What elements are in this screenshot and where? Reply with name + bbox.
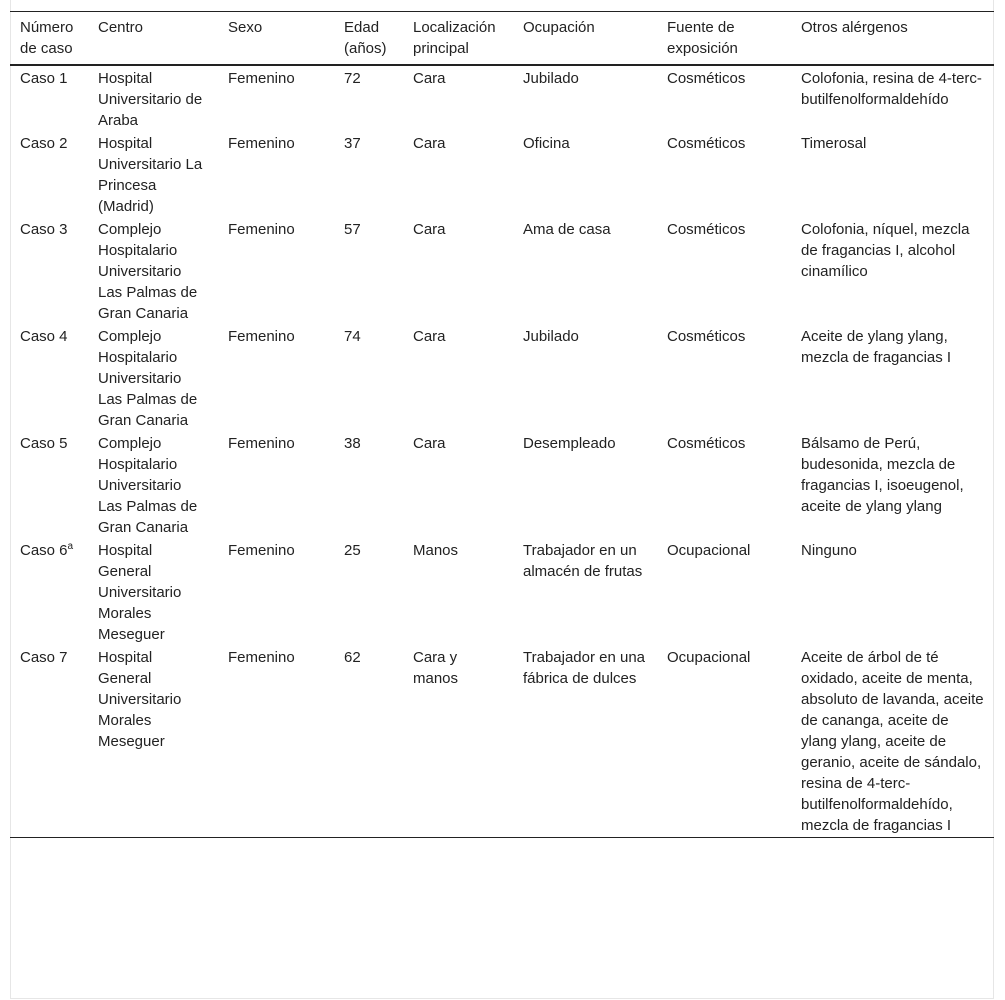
cell-caso <box>10 432 88 539</box>
cell-alergenos: Ninguno <box>801 542 857 559</box>
caso-label: Caso 4 <box>20 328 68 345</box>
cell-alergenos: Timerosal <box>801 135 867 152</box>
cell-sexo: Femenino <box>228 70 295 87</box>
cell-sexo: Femenino <box>228 221 295 238</box>
cell-ocupacion: Ama de casa <box>523 221 611 238</box>
table-row <box>10 65 994 132</box>
header-sexo: Sexo <box>228 19 263 36</box>
cell-localizacion: Cara <box>413 435 446 452</box>
cell-fuente: Cosméticos <box>667 435 746 452</box>
table-row <box>10 646 994 838</box>
caso-label: Caso 1 <box>20 70 68 87</box>
cell-edad: 38 <box>344 435 361 452</box>
cell-edad: 25 <box>344 542 361 559</box>
cell-alergenos: Colofonia, níquel, mezcla de fragancias I, alcohol cinamílico <box>801 221 970 280</box>
cell-centro: Hospital Universitario de Araba <box>98 70 203 129</box>
cell-sexo: Femenino <box>228 135 295 152</box>
table-row <box>10 325 994 432</box>
cell-alergenos: Colofonia, resina de 4-terc-butilfenolformaldehído <box>801 70 982 108</box>
cell-ocupacion: Jubilado <box>523 70 579 87</box>
caso-label: Caso 6 <box>20 542 68 559</box>
cell-caso <box>10 539 88 646</box>
header-ocupacion: Ocupación <box>523 19 595 36</box>
cell-fuente: Cosméticos <box>667 135 746 152</box>
header-centro: Centro <box>98 19 144 36</box>
cell-caso <box>10 132 88 218</box>
header-localizacion: Localización principal <box>413 19 496 57</box>
cell-sexo: Femenino <box>228 328 295 345</box>
table-body <box>10 65 994 838</box>
cell-ocupacion: Trabajador en una fábrica de dulces <box>523 649 646 687</box>
cell-alergenos: Bálsamo de Perú, budesonida, mezcla de fragancias I, isoeugenol, aceite de ylang ylang <box>801 435 964 515</box>
cell-localizacion: Cara y manos <box>413 649 459 687</box>
cell-edad: 37 <box>344 135 361 152</box>
cell-localizacion: Manos <box>413 542 459 559</box>
cell-caso <box>10 325 88 432</box>
header-edad: Edad (años) <box>344 19 387 57</box>
cell-fuente: Ocupacional <box>667 542 751 559</box>
table-row <box>10 432 994 539</box>
cell-localizacion: Cara <box>413 70 446 87</box>
header-row <box>10 12 994 66</box>
header-fuente: Fuente de exposición <box>667 19 738 57</box>
table-header <box>10 12 994 66</box>
cell-caso <box>10 218 88 325</box>
cell-fuente: Cosméticos <box>667 328 746 345</box>
cell-fuente: Cosméticos <box>667 221 746 238</box>
cell-localizacion: Cara <box>413 221 446 238</box>
cell-sexo: Femenino <box>228 649 295 666</box>
caso-label: Caso 5 <box>20 435 68 452</box>
cell-centro: Hospital General Universitario Morales Meseguer <box>98 542 182 643</box>
cell-ocupacion: Oficina <box>523 135 570 152</box>
cell-alergenos: Aceite de ylang ylang, mezcla de fragancias I <box>801 328 952 366</box>
cell-fuente: Ocupacional <box>667 649 751 666</box>
cell-localizacion: Cara <box>413 328 446 345</box>
cell-caso <box>10 65 88 132</box>
cell-edad: 72 <box>344 70 361 87</box>
cell-edad: 74 <box>344 328 361 345</box>
cell-localizacion: Cara <box>413 135 446 152</box>
cell-ocupacion: Jubilado <box>523 328 579 345</box>
cases-table <box>10 11 994 838</box>
caso-label: Caso 2 <box>20 135 68 152</box>
cell-caso <box>10 646 88 838</box>
cell-centro: Complejo Hospitalario Universitario Las Palmas de Gran Canaria <box>98 221 198 322</box>
cell-sexo: Femenino <box>228 542 295 559</box>
caso-label: Caso 3 <box>20 221 68 238</box>
cell-alergenos: Aceite de árbol de té oxidado, aceite de menta, absoluto de lavanda, aceite de cananga, aceite de ylang ylang, aceite de geranio, aceite de sándalo, resina de 4-terc-butilfenolformaldehído, mezcla de fragancias I <box>801 649 984 834</box>
cell-edad: 57 <box>344 221 361 238</box>
header-otros-alergenos: Otros alérgenos <box>801 19 908 36</box>
cell-ocupacion: Trabajador en un almacén de frutas <box>523 542 643 580</box>
cell-centro: Complejo Hospitalario Universitario Las Palmas de Gran Canaria <box>98 328 198 429</box>
cell-centro: Complejo Hospitalario Universitario Las Palmas de Gran Canaria <box>98 435 198 536</box>
cell-centro: Hospital Universitario La Princesa (Madrid) <box>98 135 203 215</box>
table-row <box>10 218 994 325</box>
table-row <box>10 132 994 218</box>
cell-edad: 62 <box>344 649 361 666</box>
cell-centro: Hospital General Universitario Morales Meseguer <box>98 649 182 750</box>
header-numero-caso: Número de caso <box>20 19 74 57</box>
cell-fuente: Cosméticos <box>667 70 746 87</box>
footnote-marker: a <box>67 541 74 552</box>
table-row <box>10 539 994 646</box>
cell-sexo: Femenino <box>228 435 295 452</box>
caso-label: Caso 7 <box>20 649 68 666</box>
cell-ocupacion: Desempleado <box>523 435 616 452</box>
